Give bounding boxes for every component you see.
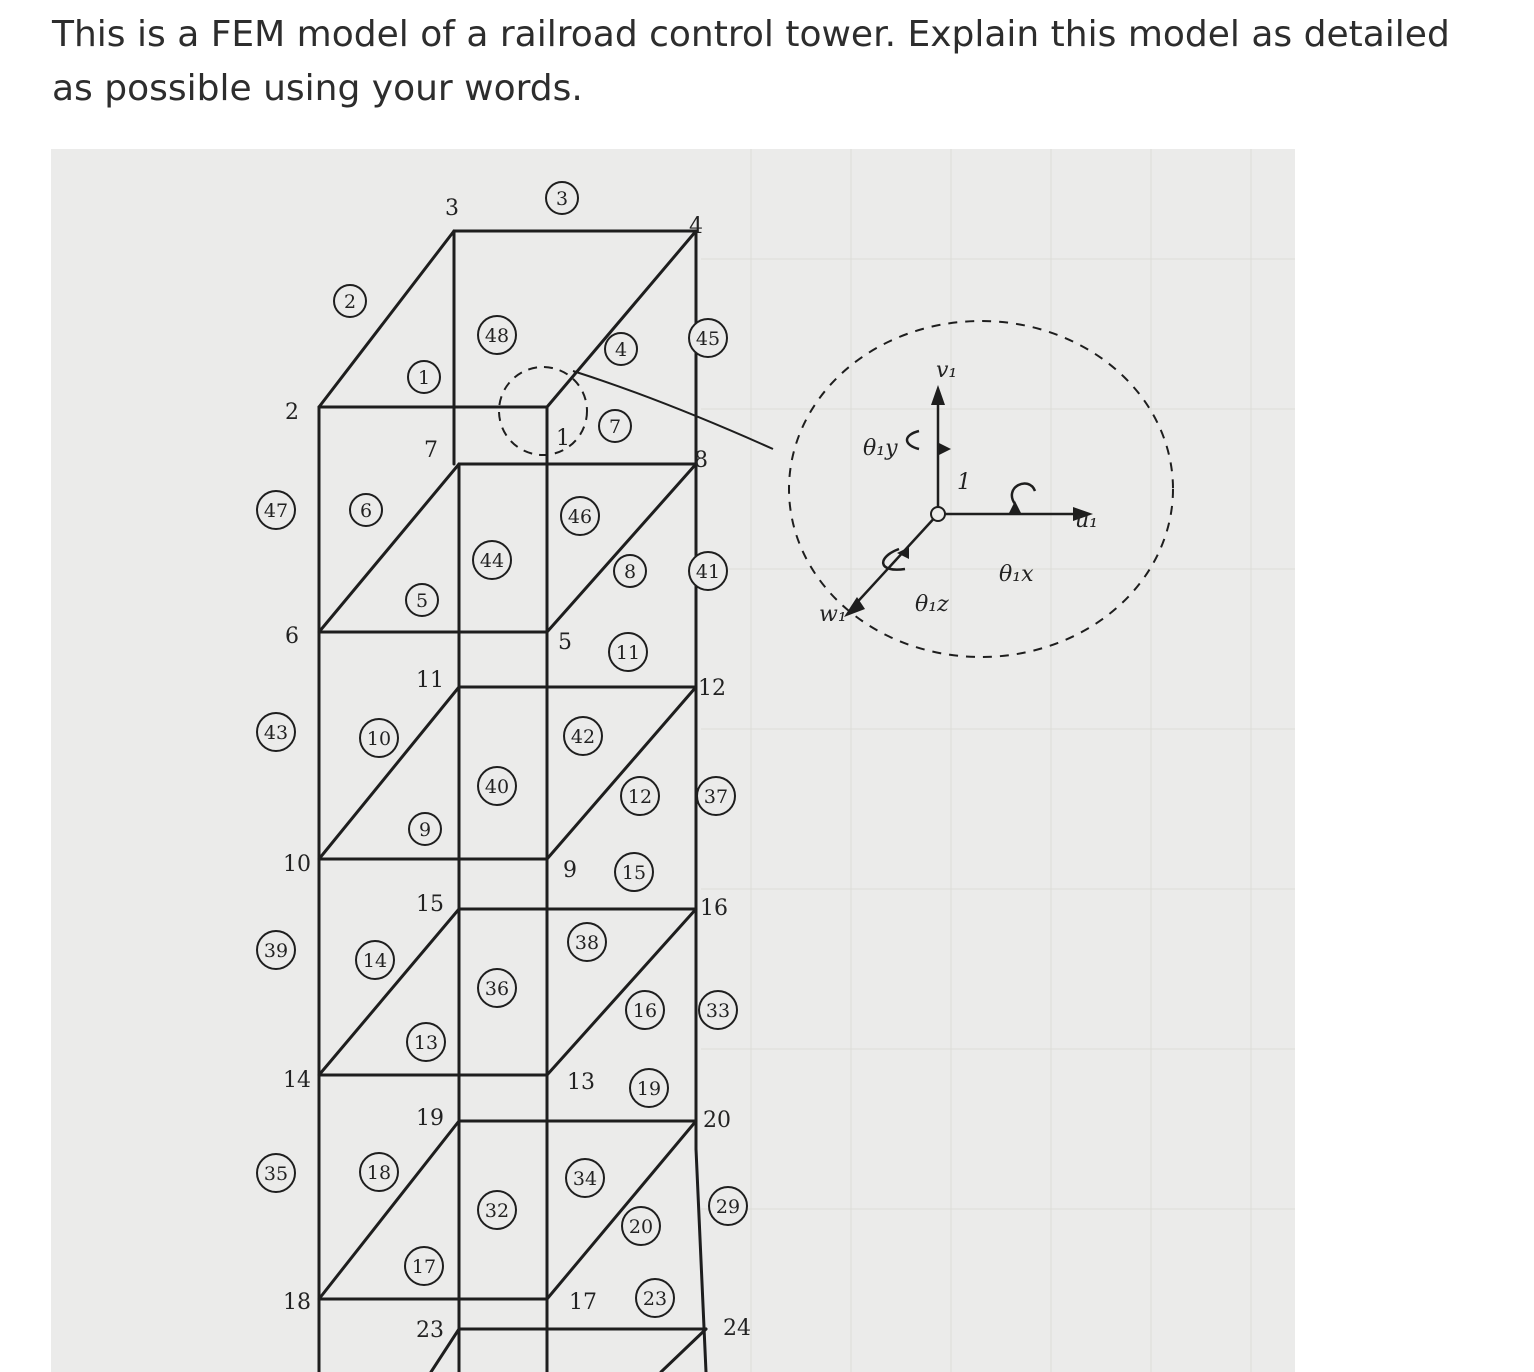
- node-1-callout: [499, 367, 773, 455]
- w1-label: w₁: [819, 602, 847, 627]
- element-label: [356, 941, 394, 979]
- svg-text:23: 23: [642, 1288, 668, 1310]
- w-arrowhead: [844, 597, 865, 617]
- element-label: [478, 767, 516, 805]
- node-label: 24: [723, 1316, 751, 1341]
- node-label: 14: [283, 1068, 311, 1093]
- node-label: 3: [445, 196, 459, 221]
- fem-tower-figure: [51, 149, 1295, 1372]
- node-label: 20: [703, 1108, 731, 1133]
- svg-text:44: 44: [479, 550, 505, 572]
- node-label: 18: [283, 1290, 311, 1315]
- svg-text:10: 10: [366, 728, 392, 750]
- svg-text:12: 12: [627, 786, 653, 808]
- node-label: 10: [283, 852, 311, 877]
- element-label: [360, 719, 398, 757]
- svg-text:14: 14: [362, 950, 388, 972]
- svg-text:4: 4: [614, 339, 628, 361]
- u1-label: u₁: [1075, 508, 1098, 533]
- svg-text:11: 11: [615, 642, 641, 664]
- svg-text:32: 32: [484, 1200, 510, 1222]
- node-label: 7: [424, 438, 438, 463]
- node-label: 8: [694, 448, 708, 473]
- element-label: [615, 853, 653, 891]
- node-label: 6: [285, 624, 299, 649]
- node-label: 4: [689, 214, 703, 239]
- svg-text:16: 16: [632, 1000, 658, 1022]
- element-label: [350, 494, 382, 526]
- element-label: [689, 319, 727, 357]
- detail-node-1: 1: [957, 470, 971, 495]
- svg-text:9: 9: [418, 819, 432, 841]
- element-label: [257, 491, 295, 529]
- element-label: [626, 991, 664, 1029]
- element-label: [546, 182, 578, 214]
- element-label: [257, 1154, 295, 1192]
- theta1y-label: θ₁y: [863, 436, 898, 461]
- svg-text:33: 33: [705, 1000, 731, 1022]
- element-label: [334, 285, 366, 317]
- svg-text:47: 47: [263, 500, 289, 522]
- svg-text:35: 35: [263, 1163, 289, 1185]
- svg-text:29: 29: [715, 1196, 741, 1218]
- element-label: [709, 1187, 747, 1225]
- svg-text:19: 19: [636, 1078, 662, 1100]
- element-label: [622, 1207, 660, 1245]
- element-label: [697, 777, 735, 815]
- element-label: [568, 923, 606, 961]
- element-label: [478, 316, 516, 354]
- node-label: 16: [700, 896, 728, 921]
- node-label: 13: [567, 1070, 595, 1095]
- svg-text:43: 43: [263, 722, 289, 744]
- svg-text:5: 5: [415, 590, 429, 612]
- element-label: [257, 713, 295, 751]
- svg-text:6: 6: [359, 500, 373, 522]
- element-label: [630, 1069, 668, 1107]
- element-label: [636, 1279, 674, 1317]
- svg-text:8: 8: [623, 561, 637, 583]
- svg-text:1: 1: [417, 367, 431, 389]
- svg-text:20: 20: [628, 1216, 654, 1238]
- node-label: 15: [416, 892, 444, 917]
- element-label: [689, 552, 727, 590]
- element-label: [257, 931, 295, 969]
- node-label: 19: [416, 1106, 444, 1131]
- element-label: [605, 333, 637, 365]
- element-label: [409, 813, 441, 845]
- question-text: This is a FEM model of a railroad control tower. Explain this model as detailed as possible using your words.: [52, 14, 1450, 109]
- svg-text:3: 3: [555, 188, 569, 210]
- svg-text:7: 7: [608, 416, 622, 438]
- element-label: [621, 777, 659, 815]
- node-label: 11: [416, 668, 444, 693]
- svg-text:34: 34: [572, 1168, 598, 1190]
- node-label: 1: [556, 426, 570, 451]
- element-label: [408, 361, 440, 393]
- theta1x-label: θ₁x: [999, 562, 1034, 587]
- dof-detail: [789, 321, 1173, 657]
- svg-text:41: 41: [695, 561, 721, 583]
- element-label: [406, 584, 438, 616]
- node-label: 5: [558, 630, 572, 655]
- theta1z-label: θ₁z: [915, 592, 949, 617]
- node-labels: [283, 196, 751, 1343]
- element-label: [405, 1247, 443, 1285]
- fem-tower-diagram: [51, 149, 1295, 1372]
- svg-text:40: 40: [484, 776, 510, 798]
- element-label: [609, 633, 647, 671]
- node-label: 23: [416, 1318, 444, 1343]
- svg-text:15: 15: [621, 862, 647, 884]
- node-label: 9: [563, 858, 577, 883]
- element-label: [599, 410, 631, 442]
- element-label: [614, 555, 646, 587]
- svg-text:45: 45: [695, 328, 721, 350]
- element-label: [478, 969, 516, 1007]
- v1-label: v₁: [936, 358, 958, 383]
- svg-text:17: 17: [411, 1256, 437, 1278]
- svg-text:2: 2: [343, 291, 357, 313]
- svg-text:39: 39: [263, 940, 289, 962]
- element-label: [564, 717, 602, 755]
- svg-text:18: 18: [366, 1162, 392, 1184]
- element-label: [699, 991, 737, 1029]
- svg-text:42: 42: [570, 726, 596, 748]
- svg-text:36: 36: [484, 978, 510, 1000]
- svg-text:46: 46: [567, 506, 593, 528]
- element-label: [473, 541, 511, 579]
- svg-text:38: 38: [574, 932, 600, 954]
- v-arrowhead: [931, 385, 945, 405]
- svg-text:13: 13: [413, 1032, 439, 1054]
- node-label: 2: [285, 400, 299, 425]
- node-label: 17: [569, 1290, 597, 1315]
- node-label: 12: [698, 676, 726, 701]
- svg-text:48: 48: [484, 325, 510, 347]
- element-label: [407, 1023, 445, 1061]
- element-label: [360, 1153, 398, 1191]
- svg-text:37: 37: [703, 786, 729, 808]
- element-label: [566, 1159, 604, 1197]
- element-label: [478, 1191, 516, 1229]
- element-label: [561, 497, 599, 535]
